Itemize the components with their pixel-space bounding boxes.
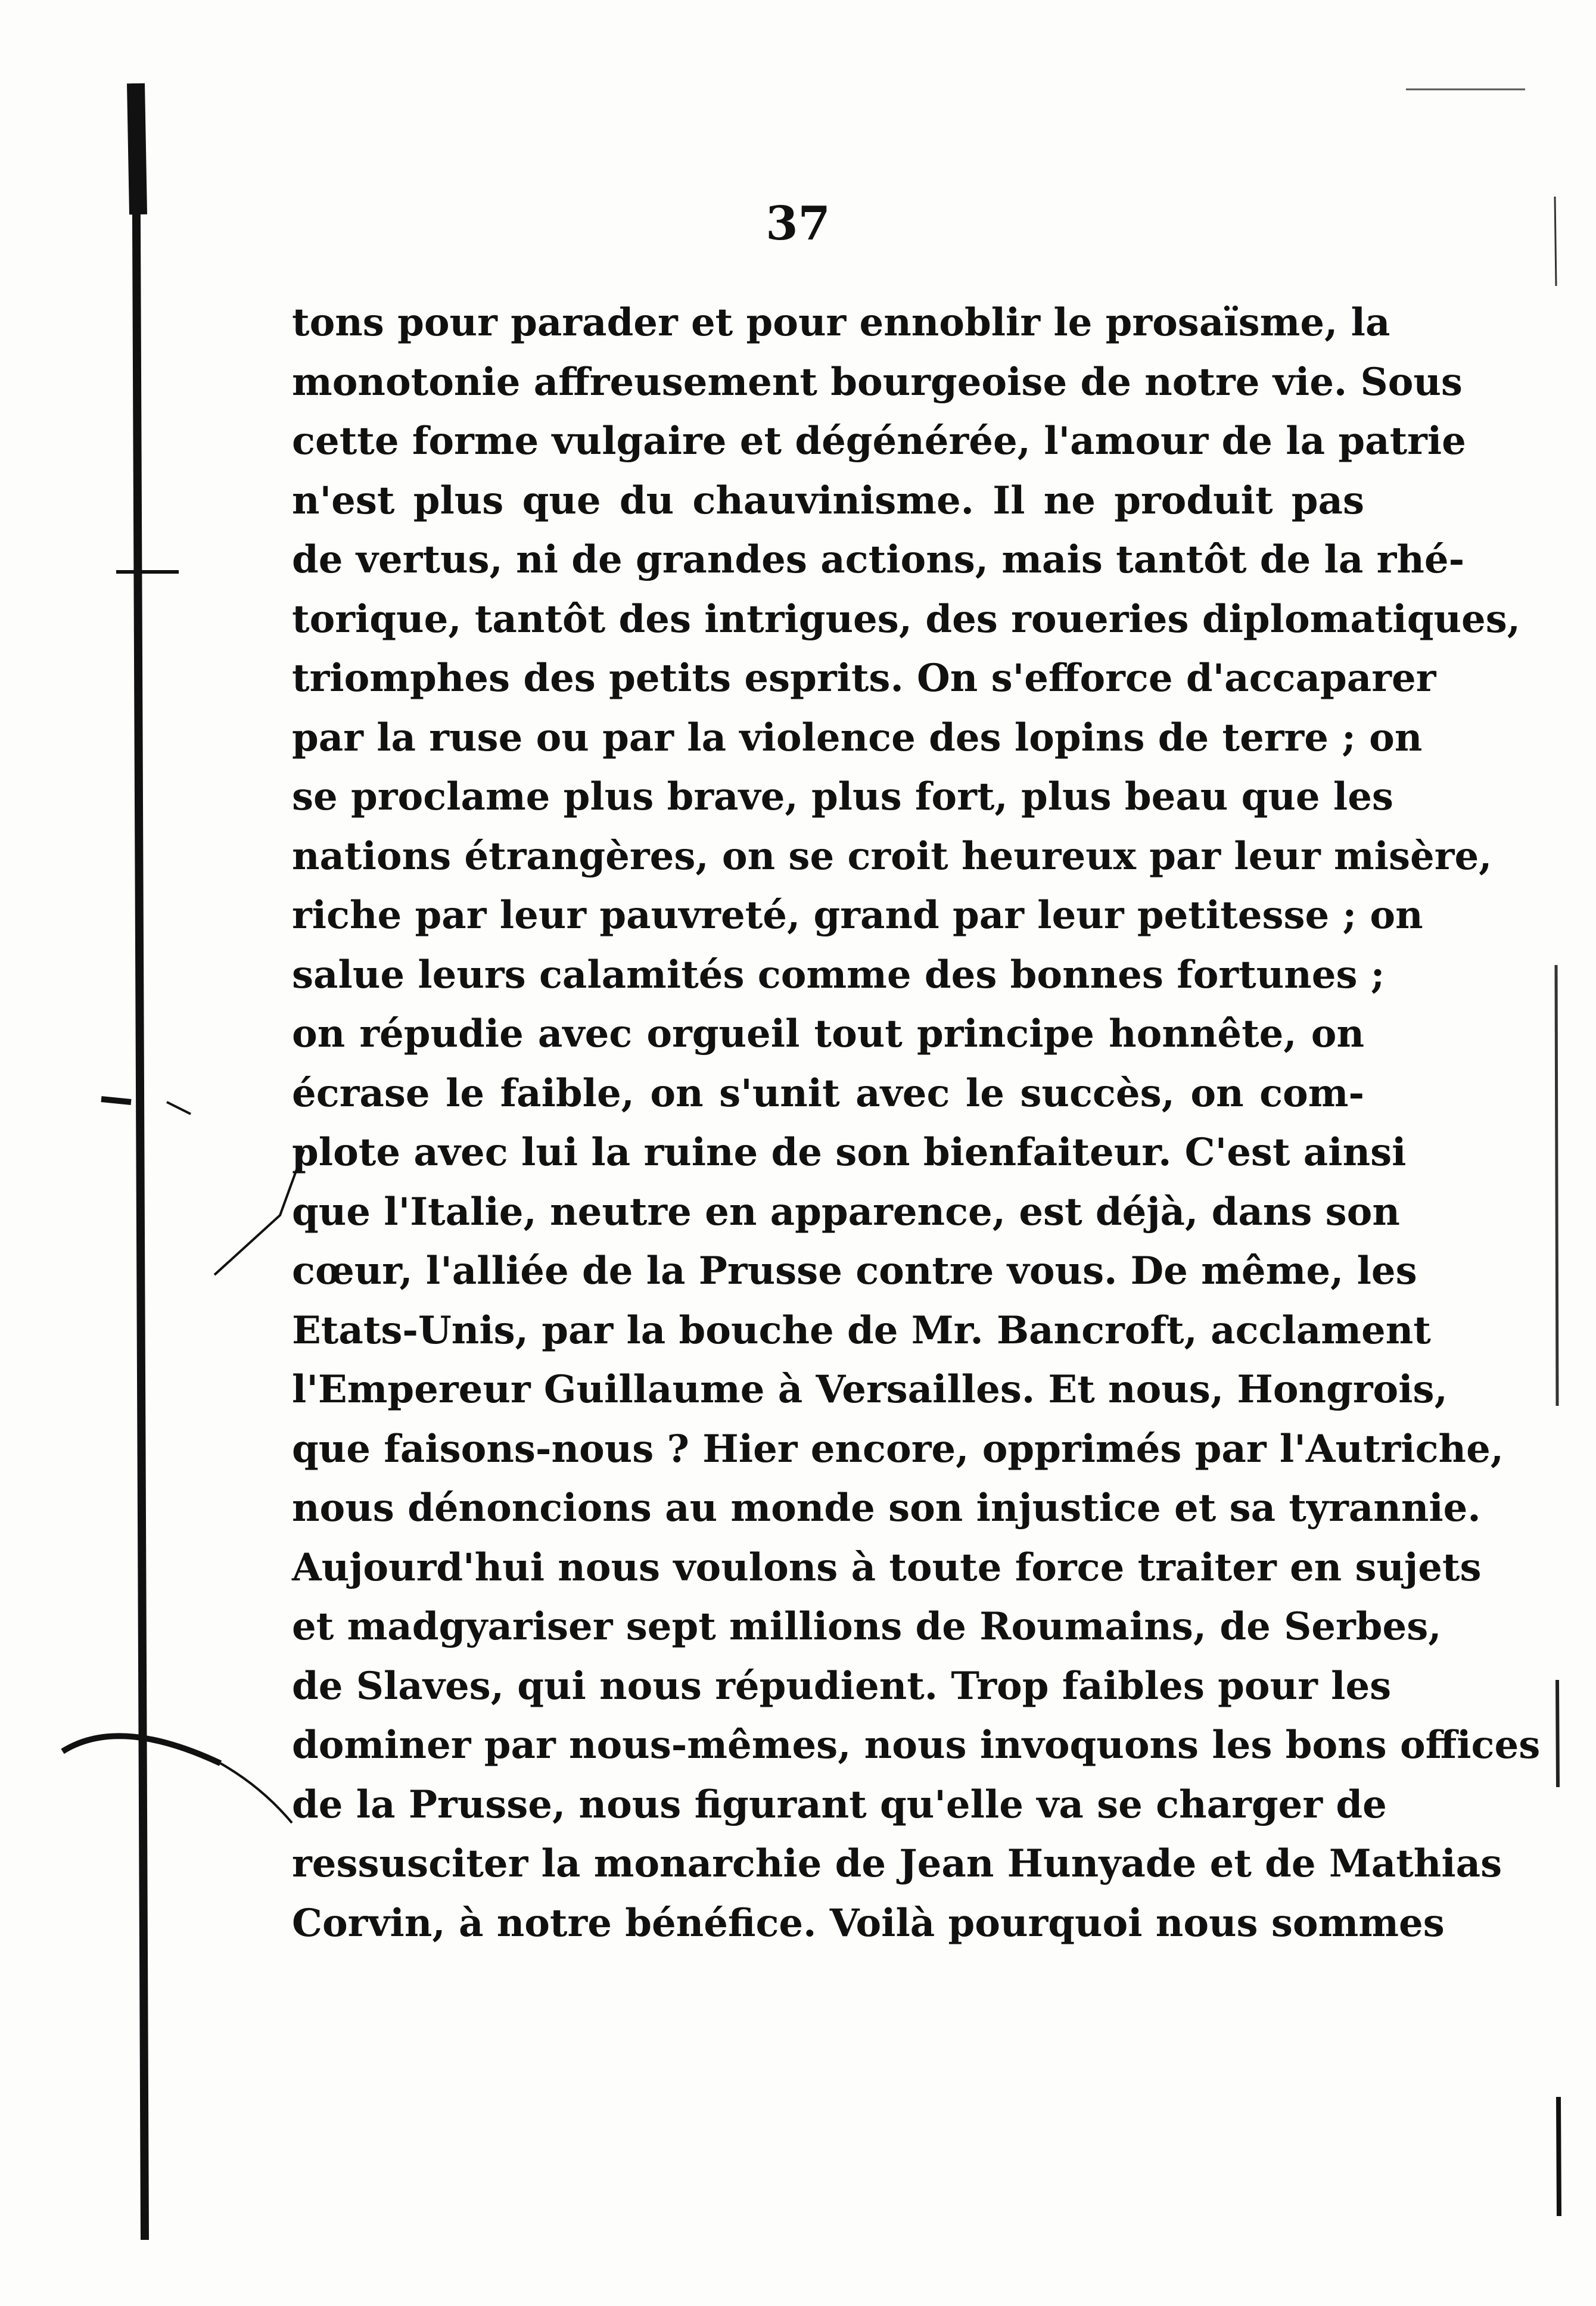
text-line: monotonie affreusement bourgeoise de notre vie. Sous [292,359,1463,404]
text-line: on répudie avec orgueil tout principe honnête, on [292,1012,1364,1056]
text-line: que faisons-nous ? Hier encore, opprimés par l'Autriche, [292,1426,1504,1471]
text-line: riche par leur pauvreté, grand par leur petitesse ; on [292,893,1423,938]
text-line: nous dénoncions au monde son injustice et sa tyrannie. [292,1486,1481,1530]
text-line: n'est plus que du chauvinisme. Il ne produit pas [292,478,1364,523]
text-line: salue leurs calamités comme des bonnes fortunes ; [292,952,1385,997]
text-line: de vertus, ni de grandes actions, mais tantôt de la rhé- [292,537,1465,582]
text-line: cœur, l'alliée de la Prusse contre vous. De même, les [292,1249,1417,1293]
text-line: de Slaves, qui nous répudient. Trop faibles pour les [292,1663,1392,1709]
text-line: Etats-Unis, par la bouche de Mr. Bancroft, acclament [292,1308,1431,1353]
text-line: cette forme vulgaire et dégénérée, l'amour de la patrie [292,419,1466,463]
text-line: de la Prusse, nous figurant qu'elle va se charger de [292,1782,1387,1827]
text-line: écrase le faible, on s'unit avec le succès, on com- [292,1070,1364,1116]
text-line: se proclame plus brave, plus fort, plus beau que les [292,774,1393,819]
body-text [292,293,1541,1953]
text-line: et madgyariser sept millions de Roumains, de Serbes, [292,1604,1442,1649]
text-line: Corvin, à notre bénéfice. Voilà pourquoi nous sommes [292,1900,1445,1946]
text-line: par la ruse ou par la violence des lopins de terre ; on [292,715,1423,760]
page-number: 37 [766,197,830,251]
text-line: triomphes des petits esprits. On s'efforce d'accaparer [292,656,1436,701]
text-line: torique, tantôt des intrigues, des roueries diplomatiques, [292,596,1520,642]
text-line: tons pour parader et pour ennoblir le prosaïsme, la [292,300,1390,345]
text-line: que l'Italie, neutre en apparence, est déjà, dans son [292,1189,1400,1234]
text-line: dominer par nous-mêmes, nous invoquons les bons offices [292,1723,1541,1767]
text-line: plote avec lui la ruine de son bienfaiteur. C'est ainsi [292,1130,1407,1175]
text-line: Aujourd'hui nous voulons à toute force traiter en sujets [292,1545,1482,1590]
text-line: l'Empereur Guillaume à Versailles. Et nous, Hongrois, [292,1367,1448,1412]
text-line: ressusciter la monarchie de Jean Hunyade et de Mathias [292,1841,1502,1886]
text-line: nations étrangères, on se croit heureux par leur misère, [292,833,1492,879]
